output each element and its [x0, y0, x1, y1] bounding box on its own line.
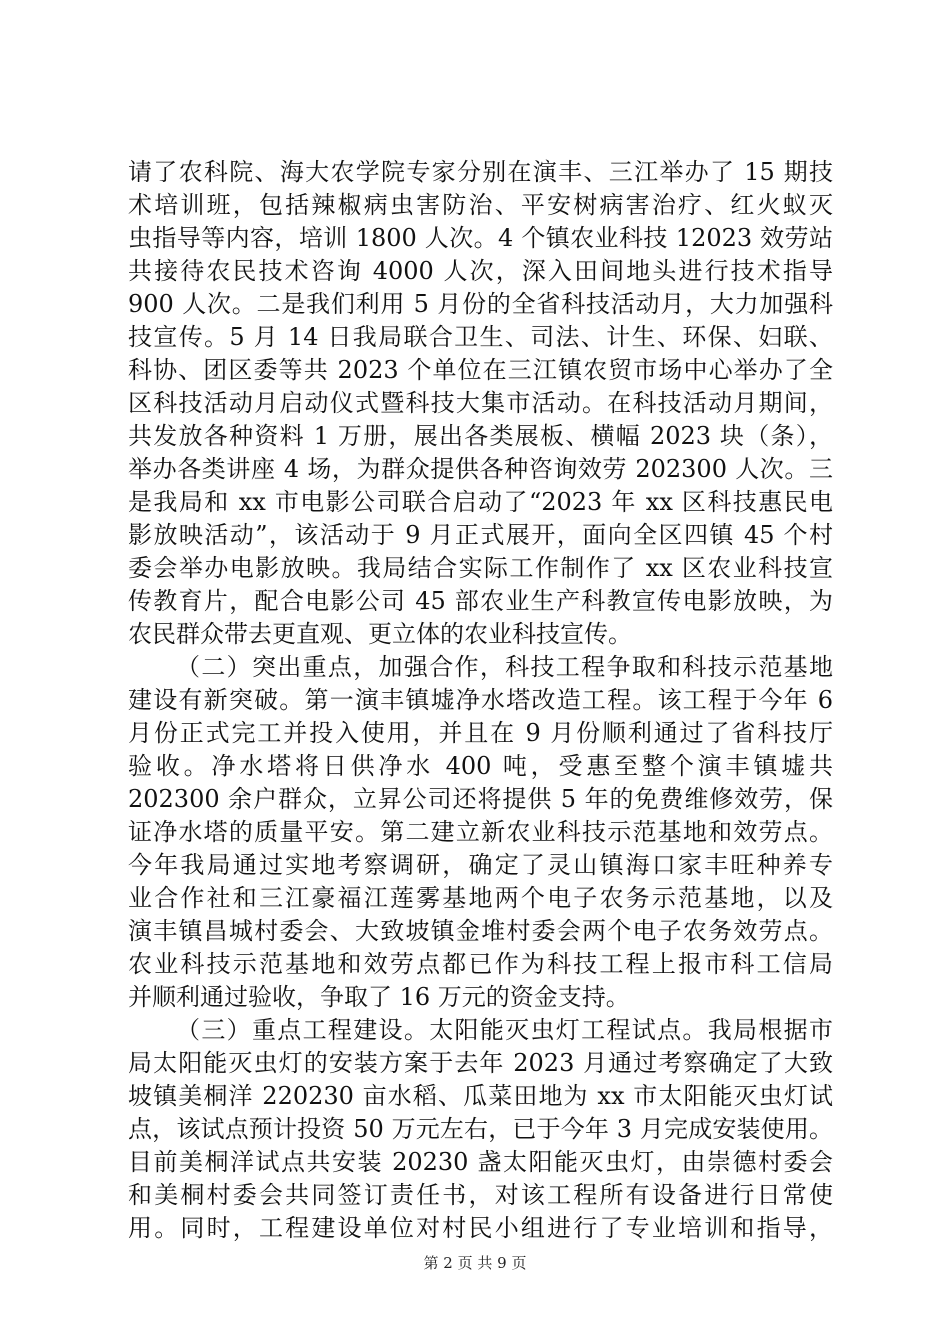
text-line: 是我局和 xx 市电影公司联合启动了“2023 年 xx 区科技惠民电	[128, 488, 833, 516]
text-line: 202300 余户群众，立昇公司还将提供 5 年的免费维修效劳，保	[128, 785, 833, 813]
text-line: 建设有新突破。第一演丰镇墟净水塔改造工程。该工程于今年 6	[128, 686, 833, 714]
text-line: 科协、团区委等共 2023 个单位在三江镇农贸市场中心举办了全	[128, 356, 833, 384]
text-line: 举办各类讲座 4 场，为群众提供各种咨询效劳 202300 人次。三	[128, 455, 833, 483]
text-line: 虫指导等内容，培训 1800 人次。4 个镇农业科技 12023 效劳站	[128, 224, 833, 252]
text-line: 影放映活动”，该活动于 9 月正式展开，面向全区四镇 45 个村	[128, 521, 833, 549]
text-line: 局太阳能灭虫灯的安装方案于去年 2023 月通过考察确定了大致	[128, 1049, 833, 1077]
text-line: 今年我局通过实地考察调研，确定了灵山镇海口家丰旺种养专	[128, 851, 833, 879]
paragraph-start-line: （二）突出重点，加强合作，科技工程争取和科技示范基地	[176, 653, 833, 681]
text-line: 区科技活动月启动仪式暨科技大集市活动。在科技活动月期间，	[128, 389, 833, 417]
text-line: 月份正式完工并投入使用，并且在 9 月份顺利通过了省科技厅	[128, 719, 833, 747]
text-line: 验收。净水塔将日供净水 400 吨，受惠至整个演丰镇墟共	[128, 752, 833, 780]
text-line: 传教育片，配合电影公司 45 部农业生产科教宣传电影放映，为	[128, 587, 833, 615]
text-line: 请了农科院、海大农学院专家分别在演丰、三江举办了 15 期技	[128, 158, 833, 186]
text-line: 共接待农民技术咨询 4000 人次，深入田间地头进行技术指导	[128, 257, 833, 285]
text-line: 农民群众带去更直观、更立体的农业科技宣传。	[128, 620, 632, 648]
text-line: 证净水塔的质量平安。第二建立新农业科技示范基地和效劳点。	[128, 818, 833, 846]
text-line: 共发放各种资料 1 万册，展出各类展板、横幅 2023 块（条），	[128, 422, 833, 450]
text-line: 演丰镇昌城村委会、大致坡镇金堆村委会两个电子农务效劳点。	[128, 917, 833, 945]
text-line: 目前美桐洋试点共安装 20230 盏太阳能灭虫灯，由崇德村委会	[128, 1148, 833, 1176]
text-line: 点，该试点预计投资 50 万元左右，已于今年 3 月完成安装使用。	[128, 1115, 833, 1143]
text-line: 900 人次。二是我们利用 5 月份的全省科技活动月，大力加强科	[128, 290, 833, 318]
page-footer: 第 2 页 共 9 页	[423, 1254, 527, 1272]
text-line: 农业科技示范基地和效劳点都已作为科技工程上报市科工信局	[128, 950, 833, 978]
text-line: 和美桐村委会共同签订责任书，对该工程所有设备进行日常使	[128, 1181, 833, 1209]
text-line: 术培训班，包括辣椒病虫害防治、平安树病害治疗、红火蚁灭	[128, 191, 833, 219]
text-line: 坡镇美桐洋 220230 亩水稻、瓜菜田地为 xx 市太阳能灭虫灯试	[128, 1082, 833, 1110]
text-line: 委会举办电影放映。我局结合实际工作制作了 xx 区农业科技宣	[128, 554, 833, 582]
text-line: 并顺利通过验收，争取了 16 万元的资金支持。	[128, 983, 630, 1011]
text-line: 业合作社和三江豪福江莲雾基地两个电子农务示范基地，以及	[128, 884, 833, 912]
text-line: 技宣传。5 月 14 日我局联合卫生、司法、计生、环保、妇联、	[128, 323, 833, 351]
body-text	[128, 156, 833, 1245]
paragraph-start-line: （三）重点工程建设。太阳能灭虫灯工程试点。我局根据市	[176, 1016, 833, 1044]
text-line: 用。同时，工程建设单位对村民小组进行了专业培训和指导，	[128, 1214, 833, 1242]
